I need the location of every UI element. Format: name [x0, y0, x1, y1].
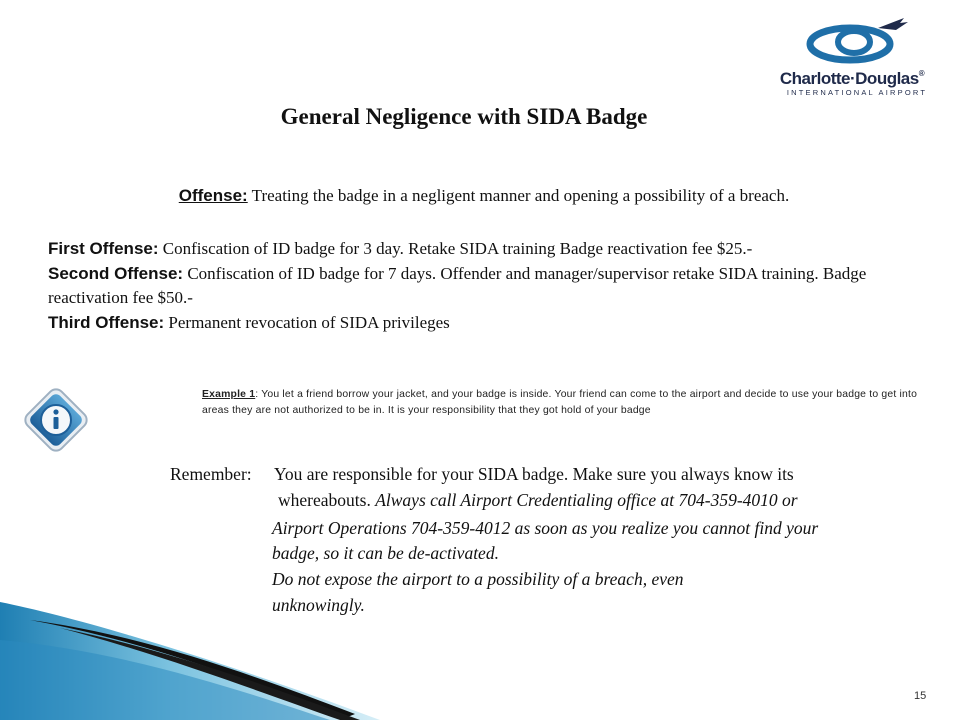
remember-label: Remember: [170, 464, 252, 484]
airport-logo-icon [758, 14, 944, 70]
logo-name: Charlotte·Douglas® [779, 69, 925, 88]
remember-line [278, 490, 798, 511]
airport-logo [758, 14, 944, 98]
offense-line [0, 186, 960, 206]
penalty-text: Permanent revocation of SIDA privileges [168, 312, 450, 332]
penalty-text: Confiscation of ID badge for 3 day. Retake SIDA training Badge reactivation fee $25.- [162, 239, 753, 258]
page-title: General Negligence with SIDA Badge [280, 104, 648, 129]
page-number: 15 [914, 690, 927, 702]
penalty-label: Second Offense: [48, 263, 184, 283]
penalty-item [48, 311, 928, 336]
remember-text-italic: Always call Airport Credentialing office at 704-359-4010 or [375, 490, 798, 510]
remember-text: whereabouts. [278, 490, 376, 510]
offense-label: Offense: [178, 186, 248, 205]
remember-line: Airport Operations 704-359-4012 as soon as you realize you cannot find your [272, 518, 819, 538]
info-icon [18, 382, 94, 458]
penalty-label: Third Offense: [48, 312, 165, 332]
example-label: Example 1 [202, 389, 256, 400]
remember-line: unknowingly. [272, 595, 365, 615]
penalty-item [48, 237, 928, 262]
offense-text: Treating the badge in a negligent manner and opening a possibility of a breach. [251, 186, 790, 205]
penalty-item [48, 262, 928, 311]
penalty-text: Confiscation of ID badge for 7 days. Offender and manager/supervisor retake SIDA training. Badge reactivation fee $50.- [48, 263, 867, 307]
penalties-list [48, 237, 928, 335]
remember-line: Do not expose the airport to a possibility of a breach, even [272, 569, 684, 589]
logo-subtitle: INTERNATIONAL AIRPORT [786, 88, 928, 97]
remember-line: badge, so it can be de-activated. [272, 543, 499, 563]
example-text [202, 387, 942, 418]
remember-line: You are responsible for your SIDA badge. Make sure you always know its [274, 464, 794, 484]
penalty-label: First Offense: [48, 239, 159, 258]
example-body: : You let a friend borrow your jacket, and your badge is inside. Your friend can come to the airport and decide to use your badge to get into areas they are not authorized to be in. It is your responsibility that they got hold of your badge [202, 389, 918, 416]
